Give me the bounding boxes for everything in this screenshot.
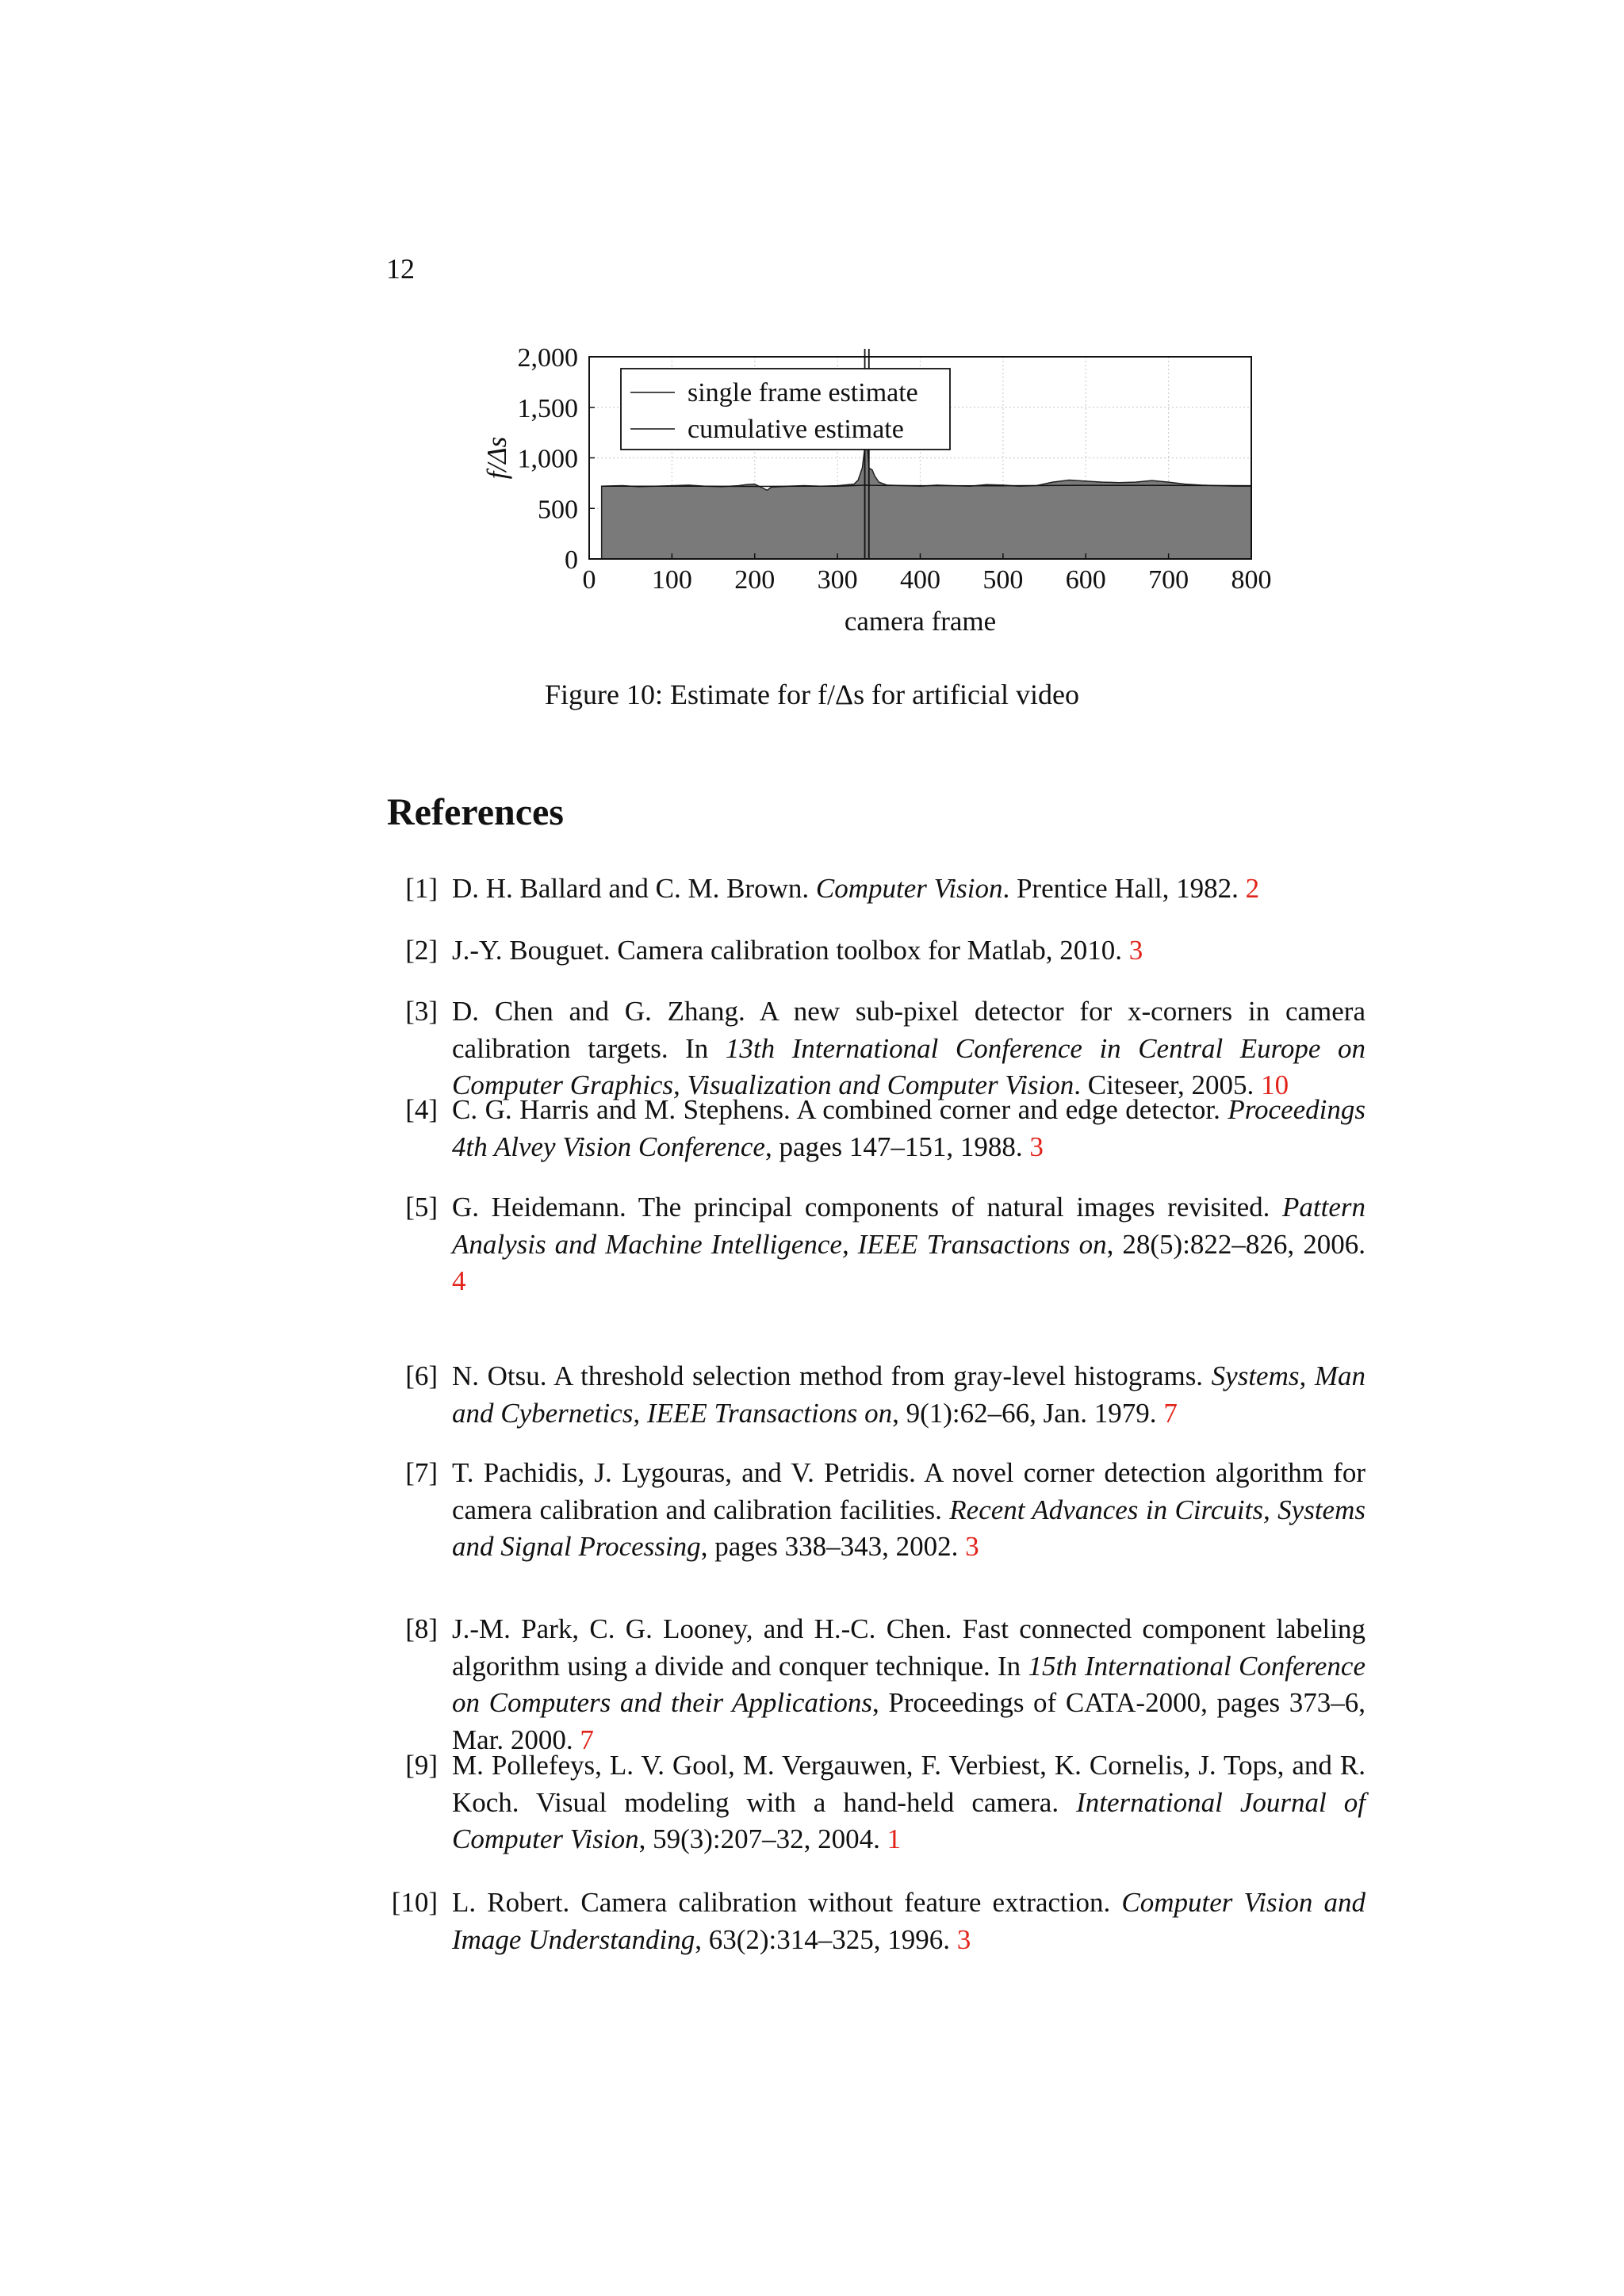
reference-number: [4] <box>405 1094 438 1125</box>
series-single-frame-area <box>602 442 1251 559</box>
reference-number: [3] <box>405 996 438 1027</box>
reference-item <box>387 1747 1365 1858</box>
figure-10-chart <box>444 341 1316 658</box>
reference-number: [5] <box>405 1192 438 1223</box>
x-tick-label: 300 <box>817 565 858 595</box>
legend-entry: cumulative estimate <box>688 415 904 444</box>
reference-item <box>387 1611 1365 1758</box>
reference-text: C. G. Harris and M. Stephens. A combined corner and edge detector. Proceedings 4th Alvey Vision Conference, pages 147–151, 1988. 3 <box>452 1094 1365 1162</box>
reference-number: [10] <box>391 1887 438 1918</box>
x-tick-label: 200 <box>734 565 776 595</box>
page-number: 12 <box>386 253 415 285</box>
reference-text: G. Heidemann. The principal components of natural images revisited. Pattern Analysis and Machine Intelligence, IEEE Transactions on, 28(5):822–826, 2006. 4 <box>452 1192 1365 1296</box>
reference-number: [8] <box>405 1613 438 1644</box>
figure-caption <box>0 678 1624 711</box>
reference-text: T. Pachidis, J. Lygouras, and V. Petridis. A novel corner detection algorithm for camera calibration and calibration facilities. Recent Advances in Circuits, Systems and Signal Processing, pages 338–343, 2002. 3 <box>452 1457 1365 1562</box>
reference-item <box>387 1885 1365 1958</box>
reference-item <box>387 993 1365 1104</box>
figure-caption-text: Figure 10: Estimate for f/Δs for artificial video <box>545 679 1079 710</box>
reference-text: M. Pollefeys, L. V. Gool, M. Vergauwen, F. Verbiest, K. Cornelis, J. Tops, and R. Koch. Visual modeling with a hand-held camera. International Journal of Computer Vision, 59(3):207–32, 2004. 1 <box>452 1750 1366 1854</box>
reference-text: J.-Y. Bouguet. Camera calibration toolbox for Matlab, 2010. 3 <box>452 935 1143 966</box>
x-tick-label: 500 <box>982 565 1024 595</box>
y-tick-label: 0 <box>565 545 578 575</box>
legend-entry: single frame estimate <box>688 378 918 408</box>
y-tick-label: 500 <box>538 495 578 525</box>
reference-item <box>387 1455 1365 1566</box>
reference-number: [7] <box>405 1457 438 1488</box>
reference-item <box>387 1358 1365 1432</box>
reference-item <box>387 871 1365 908</box>
x-tick-label: 100 <box>651 565 692 595</box>
reference-text: D. Chen and G. Zhang. A new sub-pixel detector for x-corners in camera calibration targets. In 13th International Conference in Central Europe on Computer Graphics, Visualization and Computer Vision. Citeseer, 2005. 10 <box>452 996 1365 1100</box>
x-tick-label: 400 <box>900 565 940 595</box>
y-tick-label: 1,500 <box>517 393 578 423</box>
reference-text: N. Otsu. A threshold selection method from gray-level histograms. Systems, Man and Cybernetics, IEEE Transactions on, 9(1):62–66, Jan. 1979. 7 <box>452 1360 1365 1429</box>
reference-item <box>387 1189 1365 1300</box>
reference-number: [2] <box>405 935 438 966</box>
reference-item <box>387 932 1365 970</box>
reference-text: D. H. Ballard and C. M. Brown. Computer Vision. Prentice Hall, 1982. 2 <box>452 873 1260 904</box>
x-tick-label: 600 <box>1065 565 1106 595</box>
x-tick-label: 800 <box>1231 565 1272 595</box>
y-tick-label: 2,000 <box>517 343 578 373</box>
reference-text: J.-M. Park, C. G. Looney, and H.-C. Chen. Fast connected component labeling algorithm using a divide and conquer technique. In 15th International Conference on Computers and their Applications, Proceedings of CATA-2000, pages 373–6, Mar. 2000. 7 <box>452 1613 1365 1755</box>
reference-text: L. Robert. Camera calibration without feature extraction. Computer Vision and Image Understanding, 63(2):314–325, 1996. 3 <box>452 1887 1366 1955</box>
reference-number: [6] <box>405 1360 438 1391</box>
x-tick-label: 0 <box>582 565 596 595</box>
y-axis-label: f/Δs <box>481 436 512 480</box>
reference-number: [9] <box>405 1750 438 1781</box>
reference-number: [1] <box>405 873 438 904</box>
x-axis-label: camera frame <box>844 606 997 637</box>
references-heading: References <box>387 791 564 833</box>
y-tick-label: 1,000 <box>517 444 578 474</box>
reference-item <box>387 1092 1365 1165</box>
x-tick-label: 700 <box>1148 565 1189 595</box>
